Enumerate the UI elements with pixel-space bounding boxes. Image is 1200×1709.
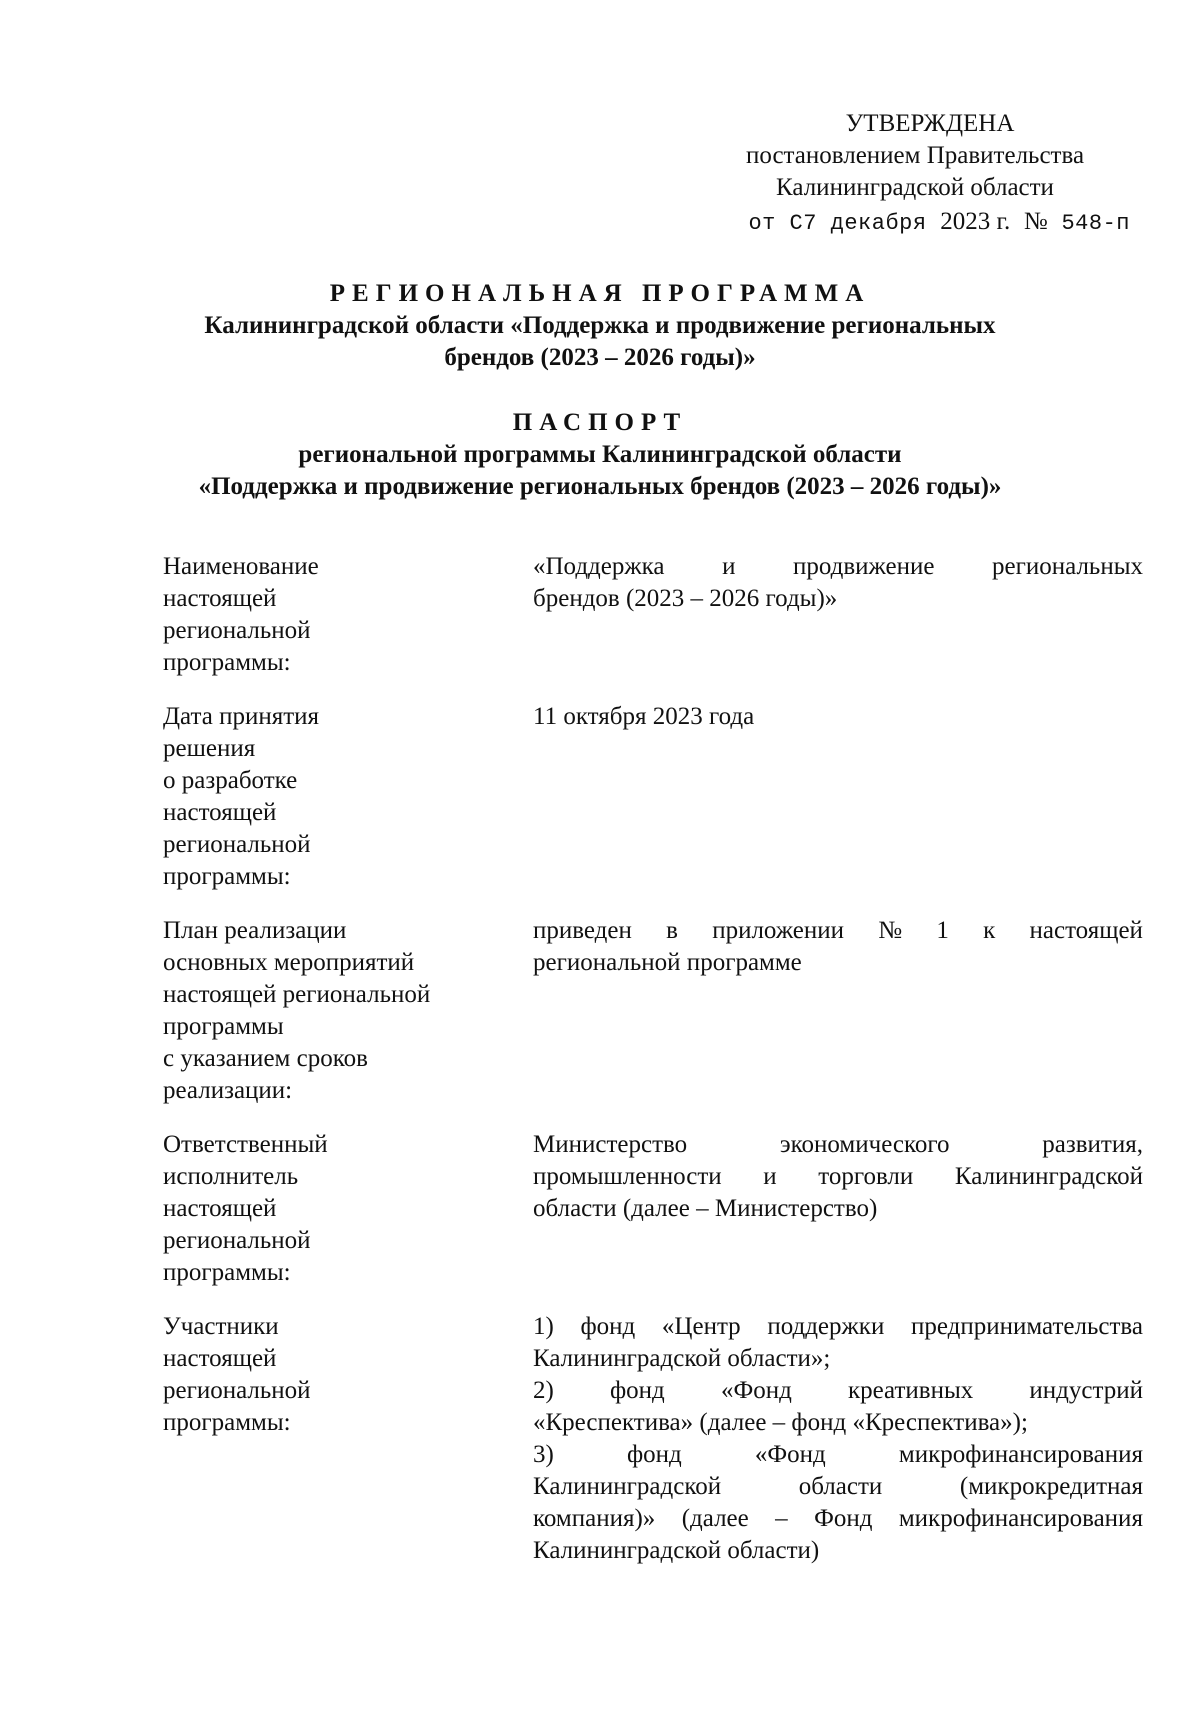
passport-row-value <box>533 551 1143 679</box>
value-word: поддержки <box>767 1313 885 1340</box>
value-line: 11 октября 2023 года <box>533 703 755 730</box>
label-line: настоящей <box>163 1195 277 1222</box>
label-line: региональной <box>163 831 311 858</box>
value-word: № <box>878 917 903 944</box>
value-word: – <box>775 1505 788 1532</box>
value-word: 1 <box>936 917 949 944</box>
value-word: Калининградской <box>533 1473 722 1500</box>
value-word: фонд <box>626 1441 682 1468</box>
passport-row-value <box>533 701 1143 893</box>
passport-row-label <box>163 915 533 1107</box>
label-line: исполнитель <box>163 1163 299 1190</box>
decree-prefix: от <box>748 211 776 236</box>
decree-year: 2023 г. <box>940 208 1011 235</box>
value-word: региональных <box>992 553 1143 580</box>
approval-issuer: постановлением Правительства <box>745 142 1085 169</box>
passport-row <box>163 915 1143 1107</box>
label-line: Наименование <box>163 553 319 580</box>
value-word: Фонд <box>814 1505 873 1532</box>
label-line: программы: <box>163 863 291 890</box>
value-line <box>533 1129 1143 1161</box>
value-word: и <box>763 1163 777 1190</box>
value-line: региональной программе <box>533 949 802 976</box>
value-word: (далее <box>681 1505 749 1532</box>
passport-row-label <box>163 1129 533 1289</box>
value-line <box>533 1503 1143 1535</box>
value-line: брендов (2023 – 2026 годы)» <box>533 585 838 612</box>
value-word: и <box>722 553 736 580</box>
decree-number-sign: № <box>1023 208 1048 235</box>
value-word: (микрокредитная <box>959 1473 1143 1500</box>
decree-number: 548-п <box>1061 211 1130 236</box>
value-word: в <box>666 917 678 944</box>
value-word: настоящей <box>1029 917 1143 944</box>
passport-subtitle-line-2: «Поддержка и продвижение региональных брендов (2023 – 2026 годы)» <box>198 473 1002 500</box>
value-word: к <box>983 917 996 944</box>
value-word: компания)» <box>533 1505 656 1532</box>
passport-table <box>163 551 1143 1589</box>
value-line <box>533 1471 1143 1503</box>
passport-row <box>163 701 1143 893</box>
passport-title: ПАСПОРТ <box>512 409 688 436</box>
passport-heading <box>100 407 1100 503</box>
program-heading <box>100 278 1100 374</box>
approval-block <box>700 108 1130 238</box>
passport-row-label <box>163 551 533 679</box>
value-word: 1) <box>533 1313 554 1340</box>
value-line <box>533 1375 1143 1407</box>
label-line: программы: <box>163 649 291 676</box>
value-word: фонд <box>609 1377 665 1404</box>
approval-stamp-title: УТВЕРЖДЕНА <box>845 110 1015 137</box>
value-word: приложении <box>712 917 844 944</box>
approval-region: Калининградской области <box>776 174 1054 201</box>
value-word: торговли <box>818 1163 914 1190</box>
label-line: План реализации <box>163 917 347 944</box>
label-line: программы: <box>163 1409 291 1436</box>
value-word: развития, <box>1042 1131 1143 1158</box>
value-line <box>533 551 1143 583</box>
value-line: Калининградской области) <box>533 1537 820 1564</box>
label-line: программы <box>163 1013 284 1040</box>
passport-row <box>163 1129 1143 1289</box>
value-line: области (далее – Министерство) <box>533 1195 878 1222</box>
label-line: региональной <box>163 1227 311 1254</box>
value-word: 3) <box>533 1441 554 1468</box>
label-line: решения <box>163 735 256 762</box>
label-line: Ответственный <box>163 1131 328 1158</box>
label-line: с указанием сроков <box>163 1045 368 1072</box>
value-word: креативных <box>847 1377 974 1404</box>
passport-row-value <box>533 1311 1143 1567</box>
value-word: индустрий <box>1029 1377 1143 1404</box>
passport-row-value <box>533 915 1143 1107</box>
decree-reference <box>700 206 1130 238</box>
value-word: предпринимательства <box>910 1313 1143 1340</box>
label-line: программы: <box>163 1259 291 1286</box>
value-word: микрофинансирования <box>898 1505 1143 1532</box>
passport-row <box>163 1311 1143 1567</box>
value-line: «Креспектива» (далее – фонд «Креспектива»); <box>533 1409 1028 1436</box>
value-word: «Фонд <box>754 1441 826 1468</box>
label-line: настоящей <box>163 585 277 612</box>
passport-subtitle-line-1: региональной программы Калининградской области <box>298 441 902 468</box>
value-line <box>533 1161 1143 1193</box>
passport-row <box>163 551 1143 679</box>
label-line: региональной <box>163 1377 311 1404</box>
label-line: Участники <box>163 1313 279 1340</box>
value-word: приведен <box>533 917 632 944</box>
decree-month: декабря <box>830 211 927 236</box>
decree-day: С7 <box>789 211 817 236</box>
value-word: микрофинансирования <box>898 1441 1143 1468</box>
program-title: РЕГИОНАЛЬНАЯ ПРОГРАММА <box>329 280 871 307</box>
label-line: настоящей <box>163 1345 277 1372</box>
label-line: Дата принятия <box>163 703 320 730</box>
value-word: «Центр <box>661 1313 741 1340</box>
label-line: о разработке <box>163 767 298 794</box>
value-word: Калининградской <box>954 1163 1143 1190</box>
program-subtitle-line-1: Калининградской области «Поддержка и продвижение региональных <box>204 312 996 339</box>
label-line: региональной <box>163 617 311 644</box>
value-word: «Поддержка <box>533 553 665 580</box>
value-word: продвижение <box>793 553 935 580</box>
label-line: настоящей <box>163 799 277 826</box>
value-word: промышленности <box>533 1163 722 1190</box>
passport-row-value <box>533 1129 1143 1289</box>
label-line: основных мероприятий <box>163 949 415 976</box>
value-word: области <box>798 1473 883 1500</box>
value-word: 2) <box>533 1377 554 1404</box>
label-line: реализации: <box>163 1077 293 1104</box>
value-word: экономического <box>779 1131 950 1158</box>
value-line <box>533 1311 1143 1343</box>
value-word: «Фонд <box>720 1377 792 1404</box>
passport-row-label <box>163 701 533 893</box>
label-line: настоящей региональной <box>163 981 431 1008</box>
value-line <box>533 1439 1143 1471</box>
value-line <box>533 915 1143 947</box>
passport-row-label <box>163 1311 533 1567</box>
value-word: фонд <box>580 1313 636 1340</box>
value-word: Министерство <box>533 1131 688 1158</box>
value-line: Калининградской области»; <box>533 1345 831 1372</box>
program-subtitle-line-2: брендов (2023 – 2026 годы)» <box>444 344 756 371</box>
